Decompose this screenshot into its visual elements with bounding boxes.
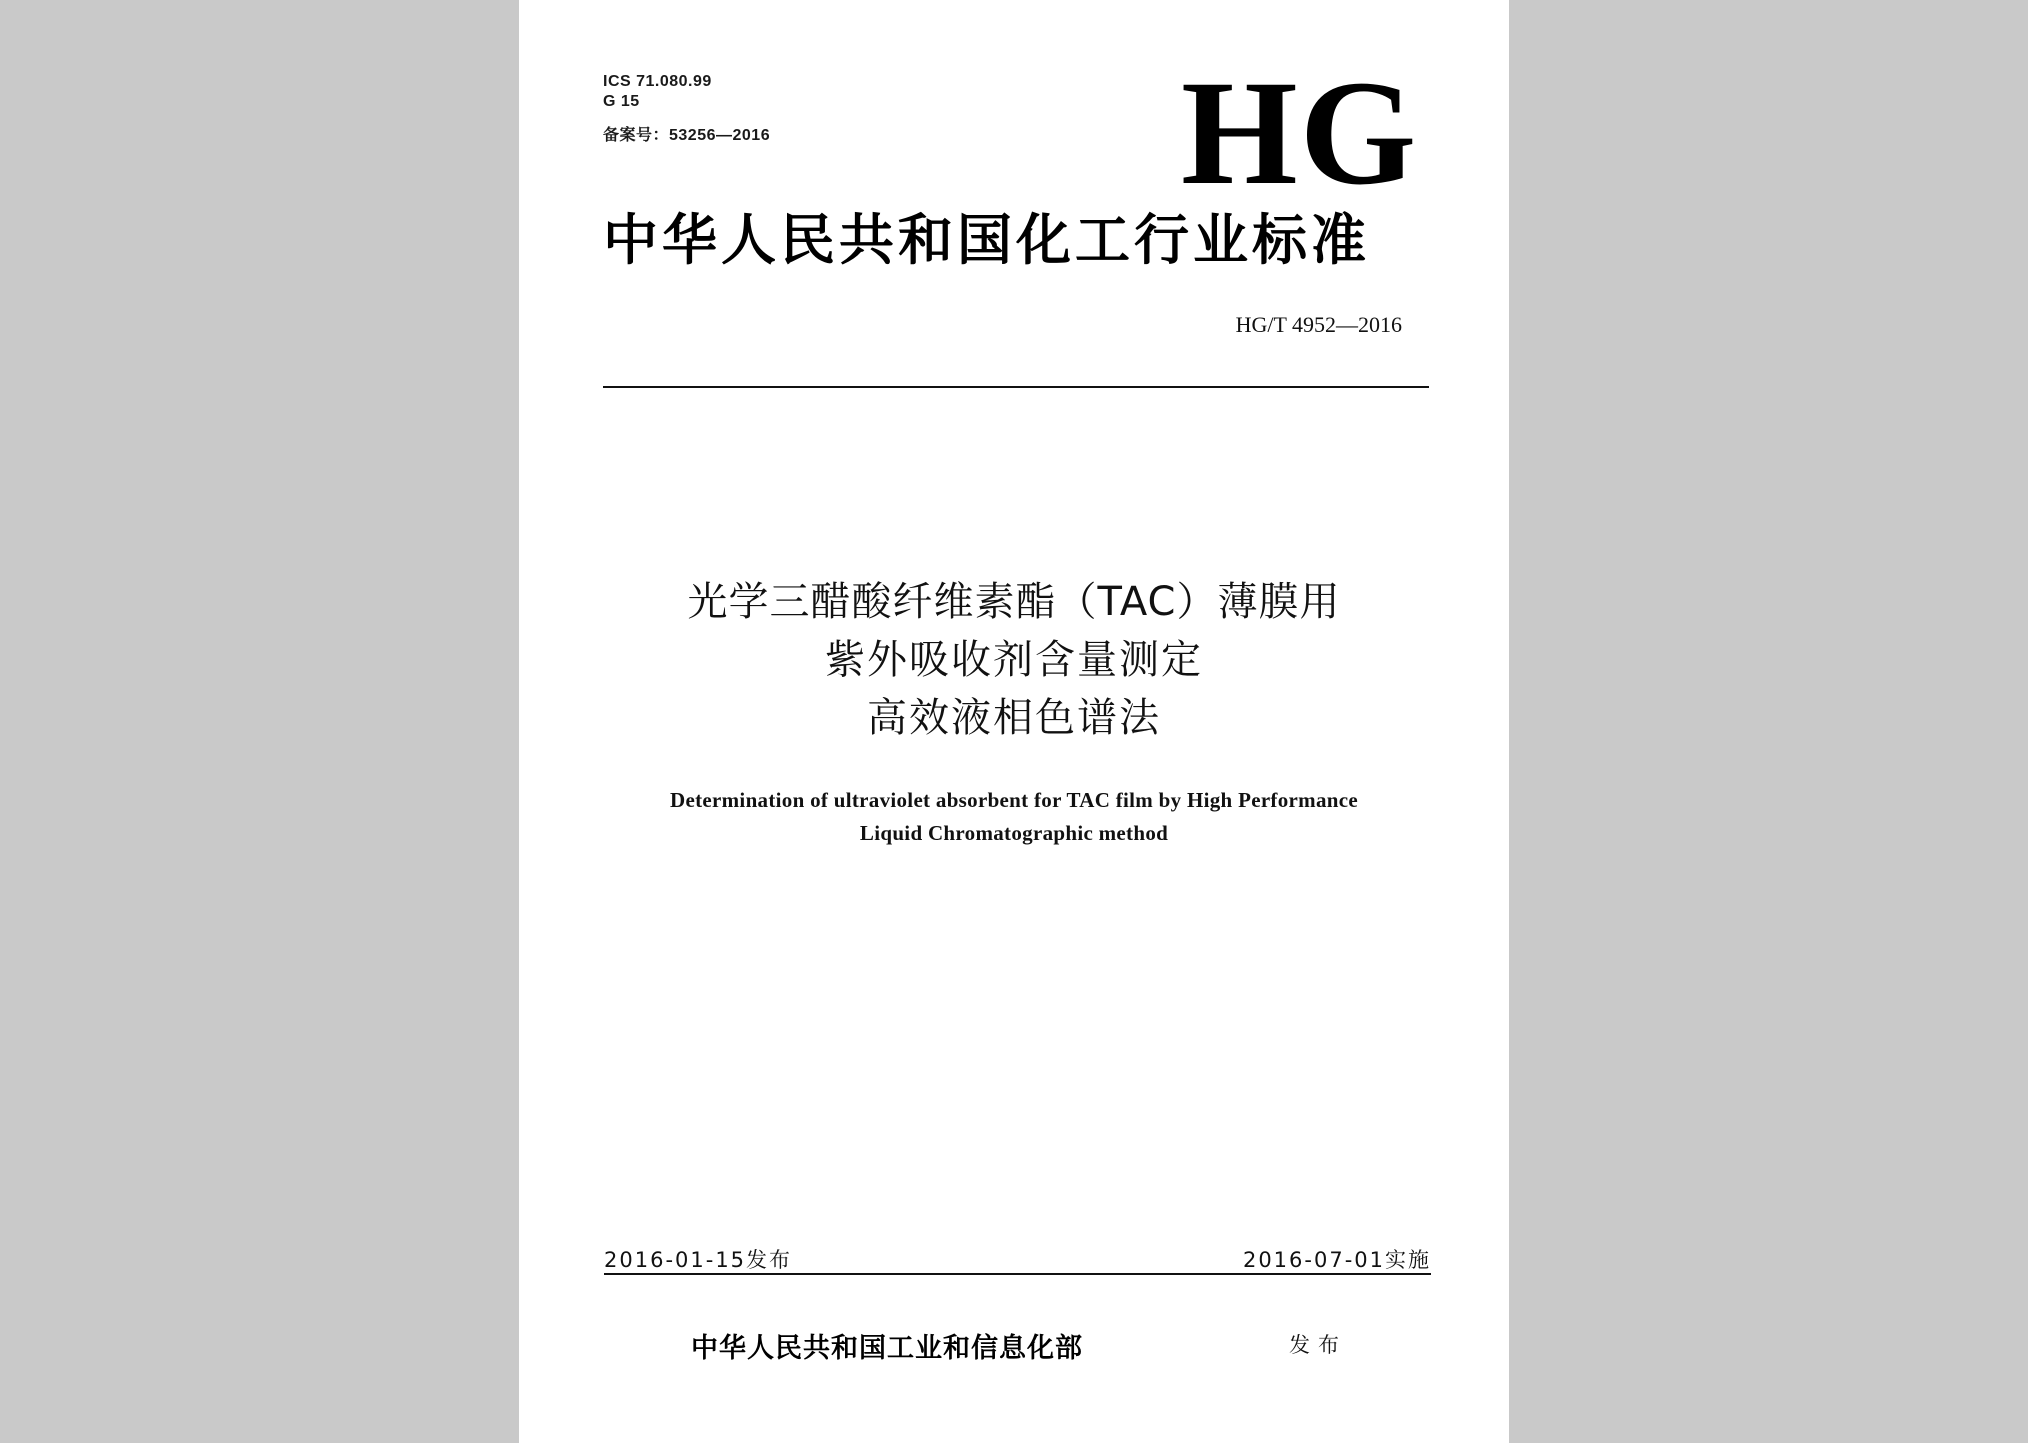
title-cn-line-2: 紫外吸收剂含量测定 [825,637,1203,683]
publish-label: 发布 [1289,1333,1347,1357]
header-divider [603,386,1429,388]
title-cn-line-1: 光学三醋酸纤维素酯（TAC）薄膜用 [687,579,1341,625]
publisher-name: 中华人民共和国工业和信息化部 [691,1333,1083,1364]
footer-divider [604,1273,1431,1275]
ics-number: ICS 71.080.99 [603,73,712,90]
issue-date: 2016-01-15发布 [604,1248,793,1272]
standard-code: HG/T 4952—2016 [1235,312,1402,337]
title-en-line-1: Determination of ultraviolet absorbent for TAC film by High Performance [670,788,1358,812]
title-en-line-2: Liquid Chromatographic method [859,821,1169,845]
document-page [519,0,1509,1443]
record-number: 备案号：53256—2016 [603,127,771,144]
title-cn-line-3: 高效液相色谱法 [867,695,1161,741]
hg-logo: HG [1181,50,1419,216]
effective-date: 2016-07-01实施 [1242,1248,1431,1272]
classification-code: G 15 [603,93,640,110]
standard-category-title: 中华人民共和国化工行业标准 [603,207,1371,272]
